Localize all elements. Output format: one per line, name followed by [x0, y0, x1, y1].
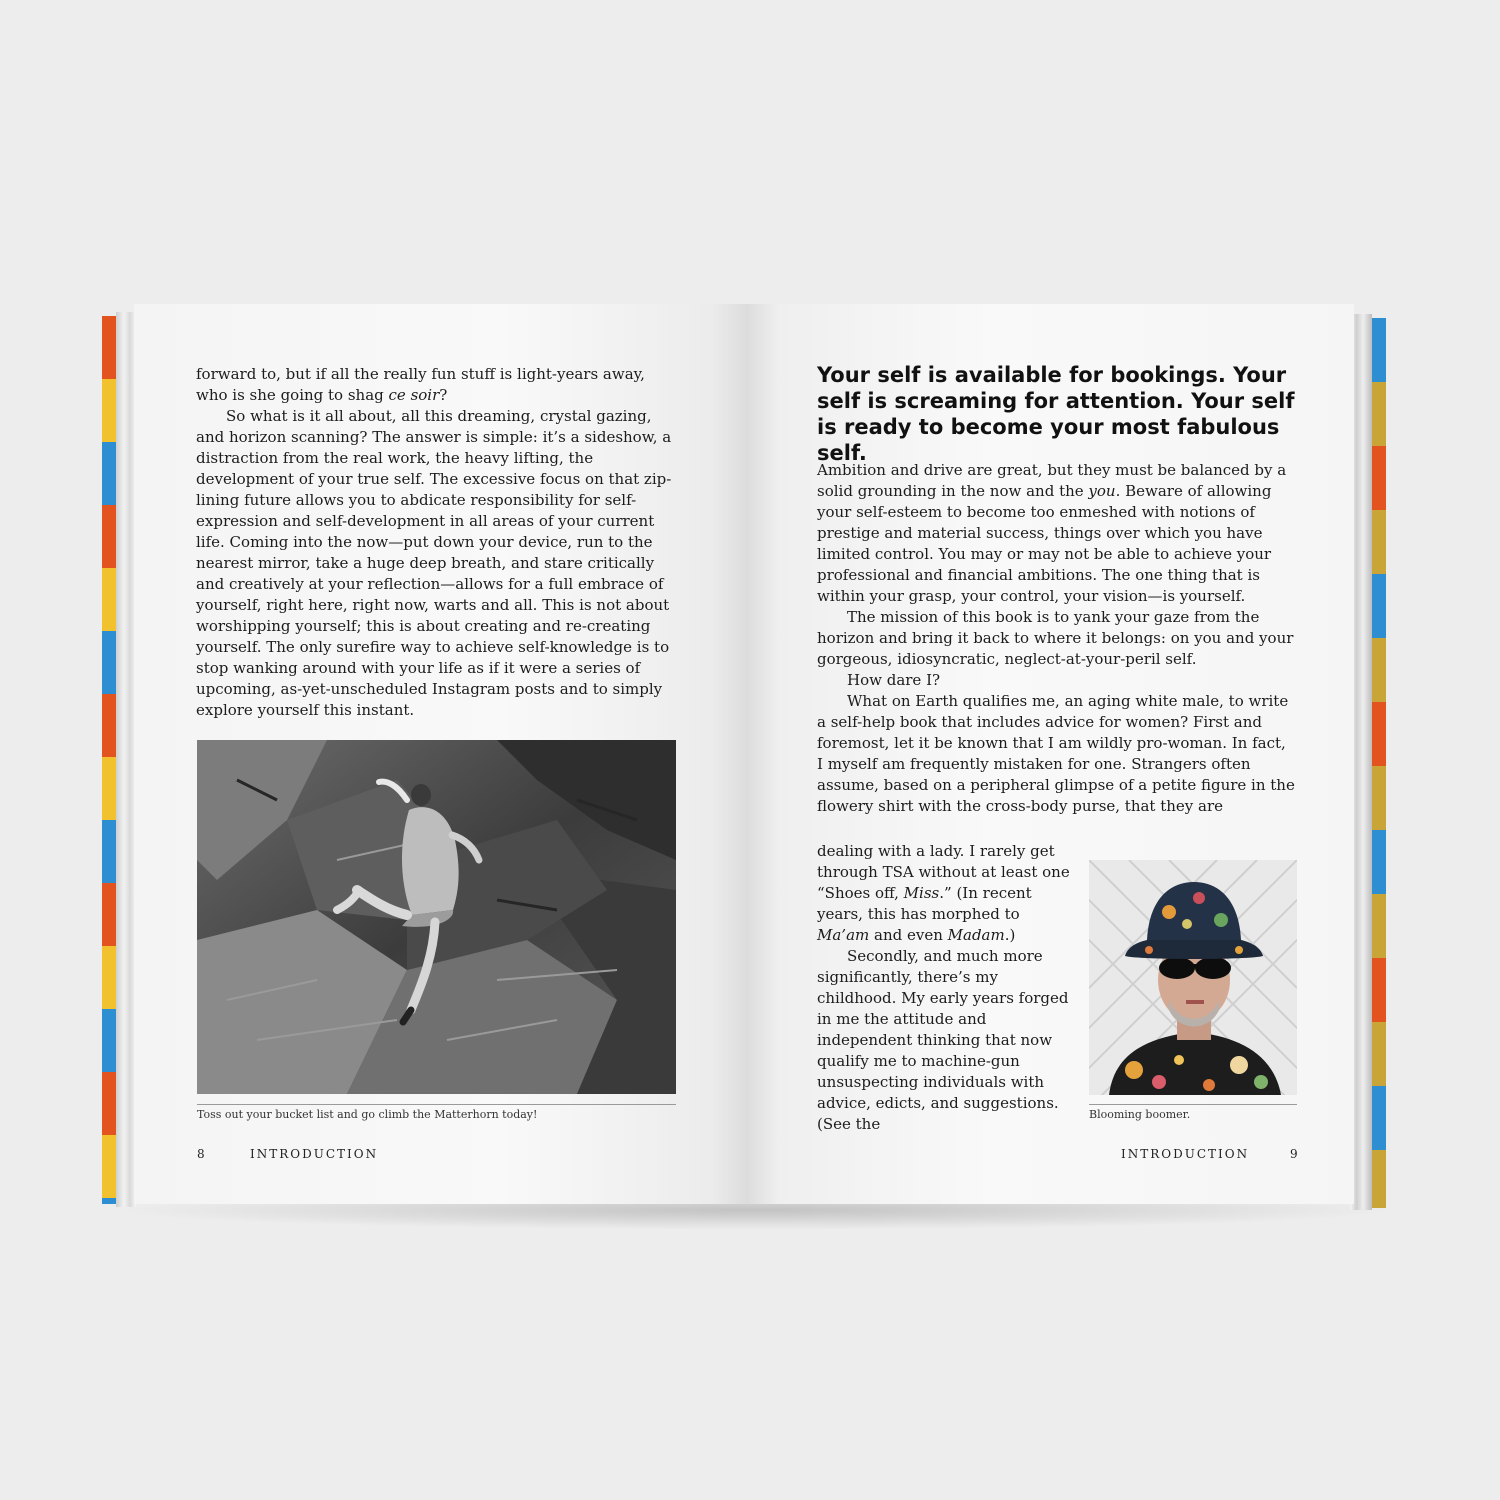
paragraph — [817, 607, 1295, 670]
paragraph — [817, 460, 1295, 607]
italic-text: Miss — [903, 884, 940, 902]
paragraph — [817, 670, 1295, 691]
stripe-segment — [1370, 958, 1386, 1022]
stripe-segment — [1370, 1150, 1386, 1208]
left-caption-rule — [197, 1104, 676, 1105]
text-run: . Beware of allowing your self-esteem to become too enmeshed with notions of prestige and material success, things over which you have limited control. You may or may not be able to achieve your professional and financial ambitions. The one thing that is within your grasp, your control, your vision—is yourself. — [817, 482, 1272, 605]
stripe-segment — [1370, 382, 1386, 446]
text-run: dealing with a lady. I rarely get through TSA without at least one “Shoes off, — [817, 842, 1070, 902]
climbing-woman-image — [197, 740, 676, 1094]
man-in-floral-hat-image — [1089, 860, 1297, 1095]
italic-text: Madam — [947, 926, 1005, 944]
page-headline: Your self is available for bookings. Your self is screaming for attention. Your self is ready to become your most fabulous self. — [817, 363, 1295, 465]
right-caption-rule — [1089, 1104, 1297, 1105]
italic-text: you — [1088, 482, 1116, 500]
paragraph — [817, 946, 1075, 1135]
stripe-segment — [1370, 318, 1386, 382]
stripe-segment — [1370, 510, 1386, 574]
paragraph — [817, 841, 1075, 946]
stripe-segment — [1370, 1022, 1386, 1086]
climbing-photo — [197, 740, 676, 1094]
right-page-body-text — [817, 460, 1295, 817]
right-page-narrow-text — [817, 841, 1075, 1135]
stripe-segment — [1370, 766, 1386, 830]
text-run: How dare I? — [847, 671, 941, 689]
text-run: ? — [439, 386, 448, 404]
text-run: .) — [1004, 926, 1016, 944]
text-run: What on Earth qualifies me, an aging white male, to write a self-help book that includes advice for women? First and foremost, let it be known that I am wildly pro-woman. In fact, I myself am frequently mistaken for one. Strangers often assume, based on a peripheral glimpse of a petite figure in the flowery shirt with the cross-body purse, that they are — [817, 692, 1295, 815]
stripe-segment — [1370, 446, 1386, 510]
stripe-segment — [1370, 638, 1386, 702]
text-run: .” (In recent years, this has morphed to — [817, 884, 1032, 923]
left-photo-caption: Toss out your bucket list and go climb the Matterhorn today! — [197, 1108, 538, 1121]
stripe-segment — [1370, 1086, 1386, 1150]
text-run: and even — [869, 926, 948, 944]
portrait-photo — [1089, 860, 1297, 1095]
stripe-segment — [1370, 894, 1386, 958]
left-page-number: 8 — [197, 1147, 207, 1161]
text-run: The mission of this book is to yank your gaze from the horizon and bring it back to where it belongs: on you and your gorgeous, idiosyncratic, neglect-at-your-peril self. — [817, 608, 1294, 668]
right-running-head: INTRODUCTION — [1121, 1147, 1250, 1161]
italic-text: ce soir — [388, 386, 440, 404]
stripe-segment — [1370, 574, 1386, 638]
left-running-head: INTRODUCTION — [250, 1147, 379, 1161]
text-run: forward to, but if all the really fun stuff is light-years away, who is she going to shag — [196, 365, 645, 404]
paragraph — [817, 691, 1295, 817]
stripe-segment — [1370, 830, 1386, 894]
right-photo-caption: Blooming boomer. — [1089, 1108, 1191, 1121]
italic-text: Ma’am — [817, 926, 870, 944]
book-edge-stripes-right — [1370, 318, 1386, 1208]
text-run: So what is it all about, all this dreaming, crystal gazing, and horizon scanning? The answer is simple: it’s a sideshow, a distraction from the real work, the heavy lifting, the development of your true self. The excessive focus on that zip-lining future allows you to abdicate responsibility for self-expression and self-development in all areas of your current life. Coming into the now—put down your device, run to the nearest mirror, take a huge deep breath, and stare critically and creatively at your reflection—allows for a full embrace of yourself, right here, right now, warts and all. This is not about worshipping yourself; this is about creating and re-creating yourself. The only surefire way to achieve self-knowledge is to stop wanking around with your life as if it were a series of upcoming, as-yet-unscheduled Instagram posts and to simply explore yourself this instant. — [196, 407, 672, 719]
page-edges-left — [116, 312, 136, 1207]
right-page-number: 9 — [1290, 1147, 1300, 1161]
paragraph — [196, 364, 681, 406]
stripe-segment — [1370, 702, 1386, 766]
left-page-body-text — [196, 364, 681, 721]
text-run: Ambition and drive are great, but they must be balanced by a solid grounding in the now and the — [817, 461, 1287, 500]
text-run: Secondly, and much more significantly, there’s my childhood. My early years forged in me the attitude and independent thinking that now qualify me to machine-gun unsuspecting individuals with advice, edicts, and suggestions. (See the — [817, 947, 1069, 1133]
paragraph — [196, 406, 681, 721]
